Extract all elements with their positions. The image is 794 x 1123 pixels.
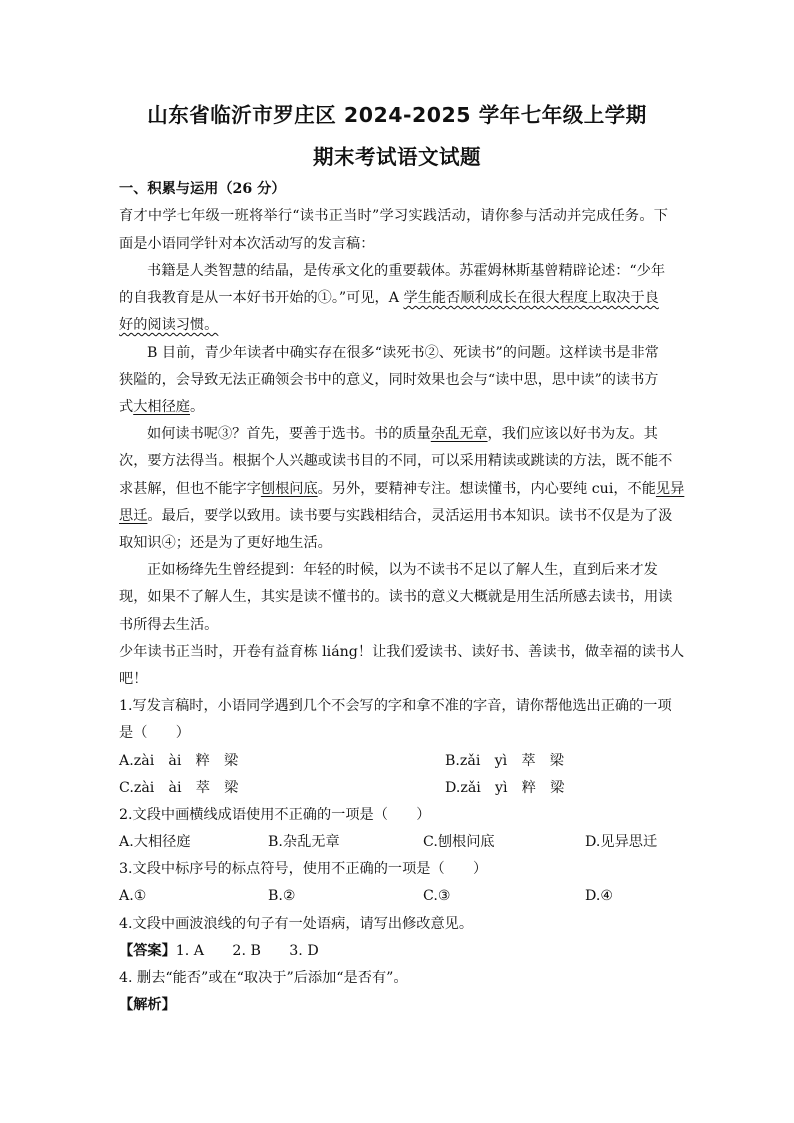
- answer-q4: 4. 删去“能否”或在“取决于”后添加“是否有”。: [119, 970, 408, 986]
- underlined-idiom: 刨根问底: [260, 481, 318, 497]
- underlined-idiom: 大相径庭: [133, 399, 190, 415]
- speech-line: 正如杨绛先生曾经提到：年轻的时候，以为不读书不足以了解人生，直到后来才发: [147, 562, 658, 578]
- speech-text: 如何读书呢③？首先，要善于选书。书的质量: [147, 426, 431, 442]
- wavy-sentence: 好的阅读习惯。: [119, 317, 219, 333]
- underlined-idiom: 杂乱无章: [430, 426, 488, 442]
- speech-line: 少年读书正当时，开卷有益育栋 liáng！让我们爱读书、读好书、善读书，做幸福的读书人: [119, 644, 685, 660]
- speech-line: 现，如果不了解人生，其实是读不懂书的。读书的意义大概就是用生活所感去读书，用读: [119, 589, 673, 605]
- question-1-cont: 是（ ）: [119, 725, 190, 741]
- speech-line: [119, 398, 679, 416]
- answer-label: 【答案】: [119, 943, 176, 959]
- q1-option-d: D.zǎi yì 粹 梁: [445, 780, 565, 796]
- q2-option-b: B.杂乱无章: [268, 834, 340, 850]
- intro-line: 育才中学七年级一班将举行“读书正当时”学习实践活动，请你参与活动并完成任务。下: [119, 208, 668, 224]
- speech-line: 狭隘的，会导致无法正确领会书中的意义，同时效果也会与“读中思，思中读”的读书方: [119, 372, 659, 388]
- question-3: 3.文段中标序号的标点符号，使用不正确的一项是（ ）: [119, 861, 488, 877]
- speech-line: 次，要方法得当。根据个人兴趣或读书目的不同，可以采用精读或跳读的方法，既不能不: [119, 453, 673, 469]
- speech-text: 求甚解，但也不能字字: [119, 481, 261, 497]
- exam-title-line2: 期末考试语文试题: [313, 145, 481, 169]
- speech-line: 取知识④；还是为了更好地生活。: [119, 535, 332, 551]
- underlined-idiom: 见异: [655, 481, 685, 497]
- q3-option-b: B.②: [268, 888, 296, 904]
- question-1: 1.写发言稿时，小语同学遇到几个不会写的字和拿不准的字音，请你帮他选出正确的一项: [119, 698, 672, 714]
- speech-line: 吧！: [119, 671, 148, 687]
- speech-line: [119, 480, 685, 498]
- speech-line: 书籍是人类智慧的结晶，是传承文化的重要载体。苏霍姆林斯基曾精辟论述：“少年: [147, 263, 666, 279]
- speech-text: 。另外，要精神专注。想读懂书，内心要纯 cui，不能: [317, 481, 656, 497]
- underlined-idiom: 思迁: [119, 508, 148, 524]
- speech-line: [119, 316, 679, 334]
- q2-option-d: D.见异思迁: [585, 834, 658, 850]
- q3-option-d: D.④: [585, 888, 614, 904]
- speech-text: ，我们应该以好书为友。其: [487, 426, 658, 442]
- wavy-sentence: 学生能否顺利成长在很大程度上取决于良: [403, 290, 659, 306]
- answer-line: [119, 942, 679, 960]
- q2-option-a: A.大相径庭: [119, 834, 191, 850]
- q1-option-b: B.zǎi yì 萃 梁: [445, 753, 564, 769]
- exam-title-line1: 山东省临沂市罗庄区 2024-2025 学年七年级上学期: [147, 103, 647, 127]
- analysis-label: 【解析】: [119, 997, 176, 1013]
- q3-option-c: C.③: [423, 888, 451, 904]
- q1-option-a: A.zài ài 粹 梁: [119, 753, 239, 769]
- speech-text: 。最后，要学以致用。读书要与实践相结合，灵活运用书本知识。读书不仅是为了汲: [147, 508, 673, 524]
- speech-line: [119, 289, 679, 307]
- question-2: 2.文段中画横线成语使用不正确的一项是（ ）: [119, 807, 431, 823]
- intro-line: 面是小语同学针对本次活动写的发言稿：: [119, 236, 375, 252]
- q3-option-a: A.①: [119, 888, 147, 904]
- q2-option-c: C.刨根问底: [423, 834, 495, 850]
- q1-option-c: C.zài ài 萃 梁: [119, 780, 239, 796]
- speech-line: [119, 507, 679, 525]
- speech-line: 书所得去生活。: [119, 617, 219, 633]
- answer-text: 1. A 2. B 3. D: [175, 943, 319, 959]
- question-4: 4.文段中画波浪线的句子有一处语病，请写出修改意见。: [119, 916, 474, 932]
- section-heading: 一、积累与运用（26 分）: [119, 181, 286, 197]
- speech-line: B 目前，青少年读者中确实存在很多“读死书②、死读书”的问题。这样读书是非常: [147, 345, 659, 361]
- speech-text: 。: [189, 399, 205, 415]
- speech-text: 的自我教育是从一本好书开始的①。”可见，A: [119, 290, 404, 306]
- speech-text: 式: [119, 399, 134, 415]
- speech-line: [147, 425, 707, 443]
